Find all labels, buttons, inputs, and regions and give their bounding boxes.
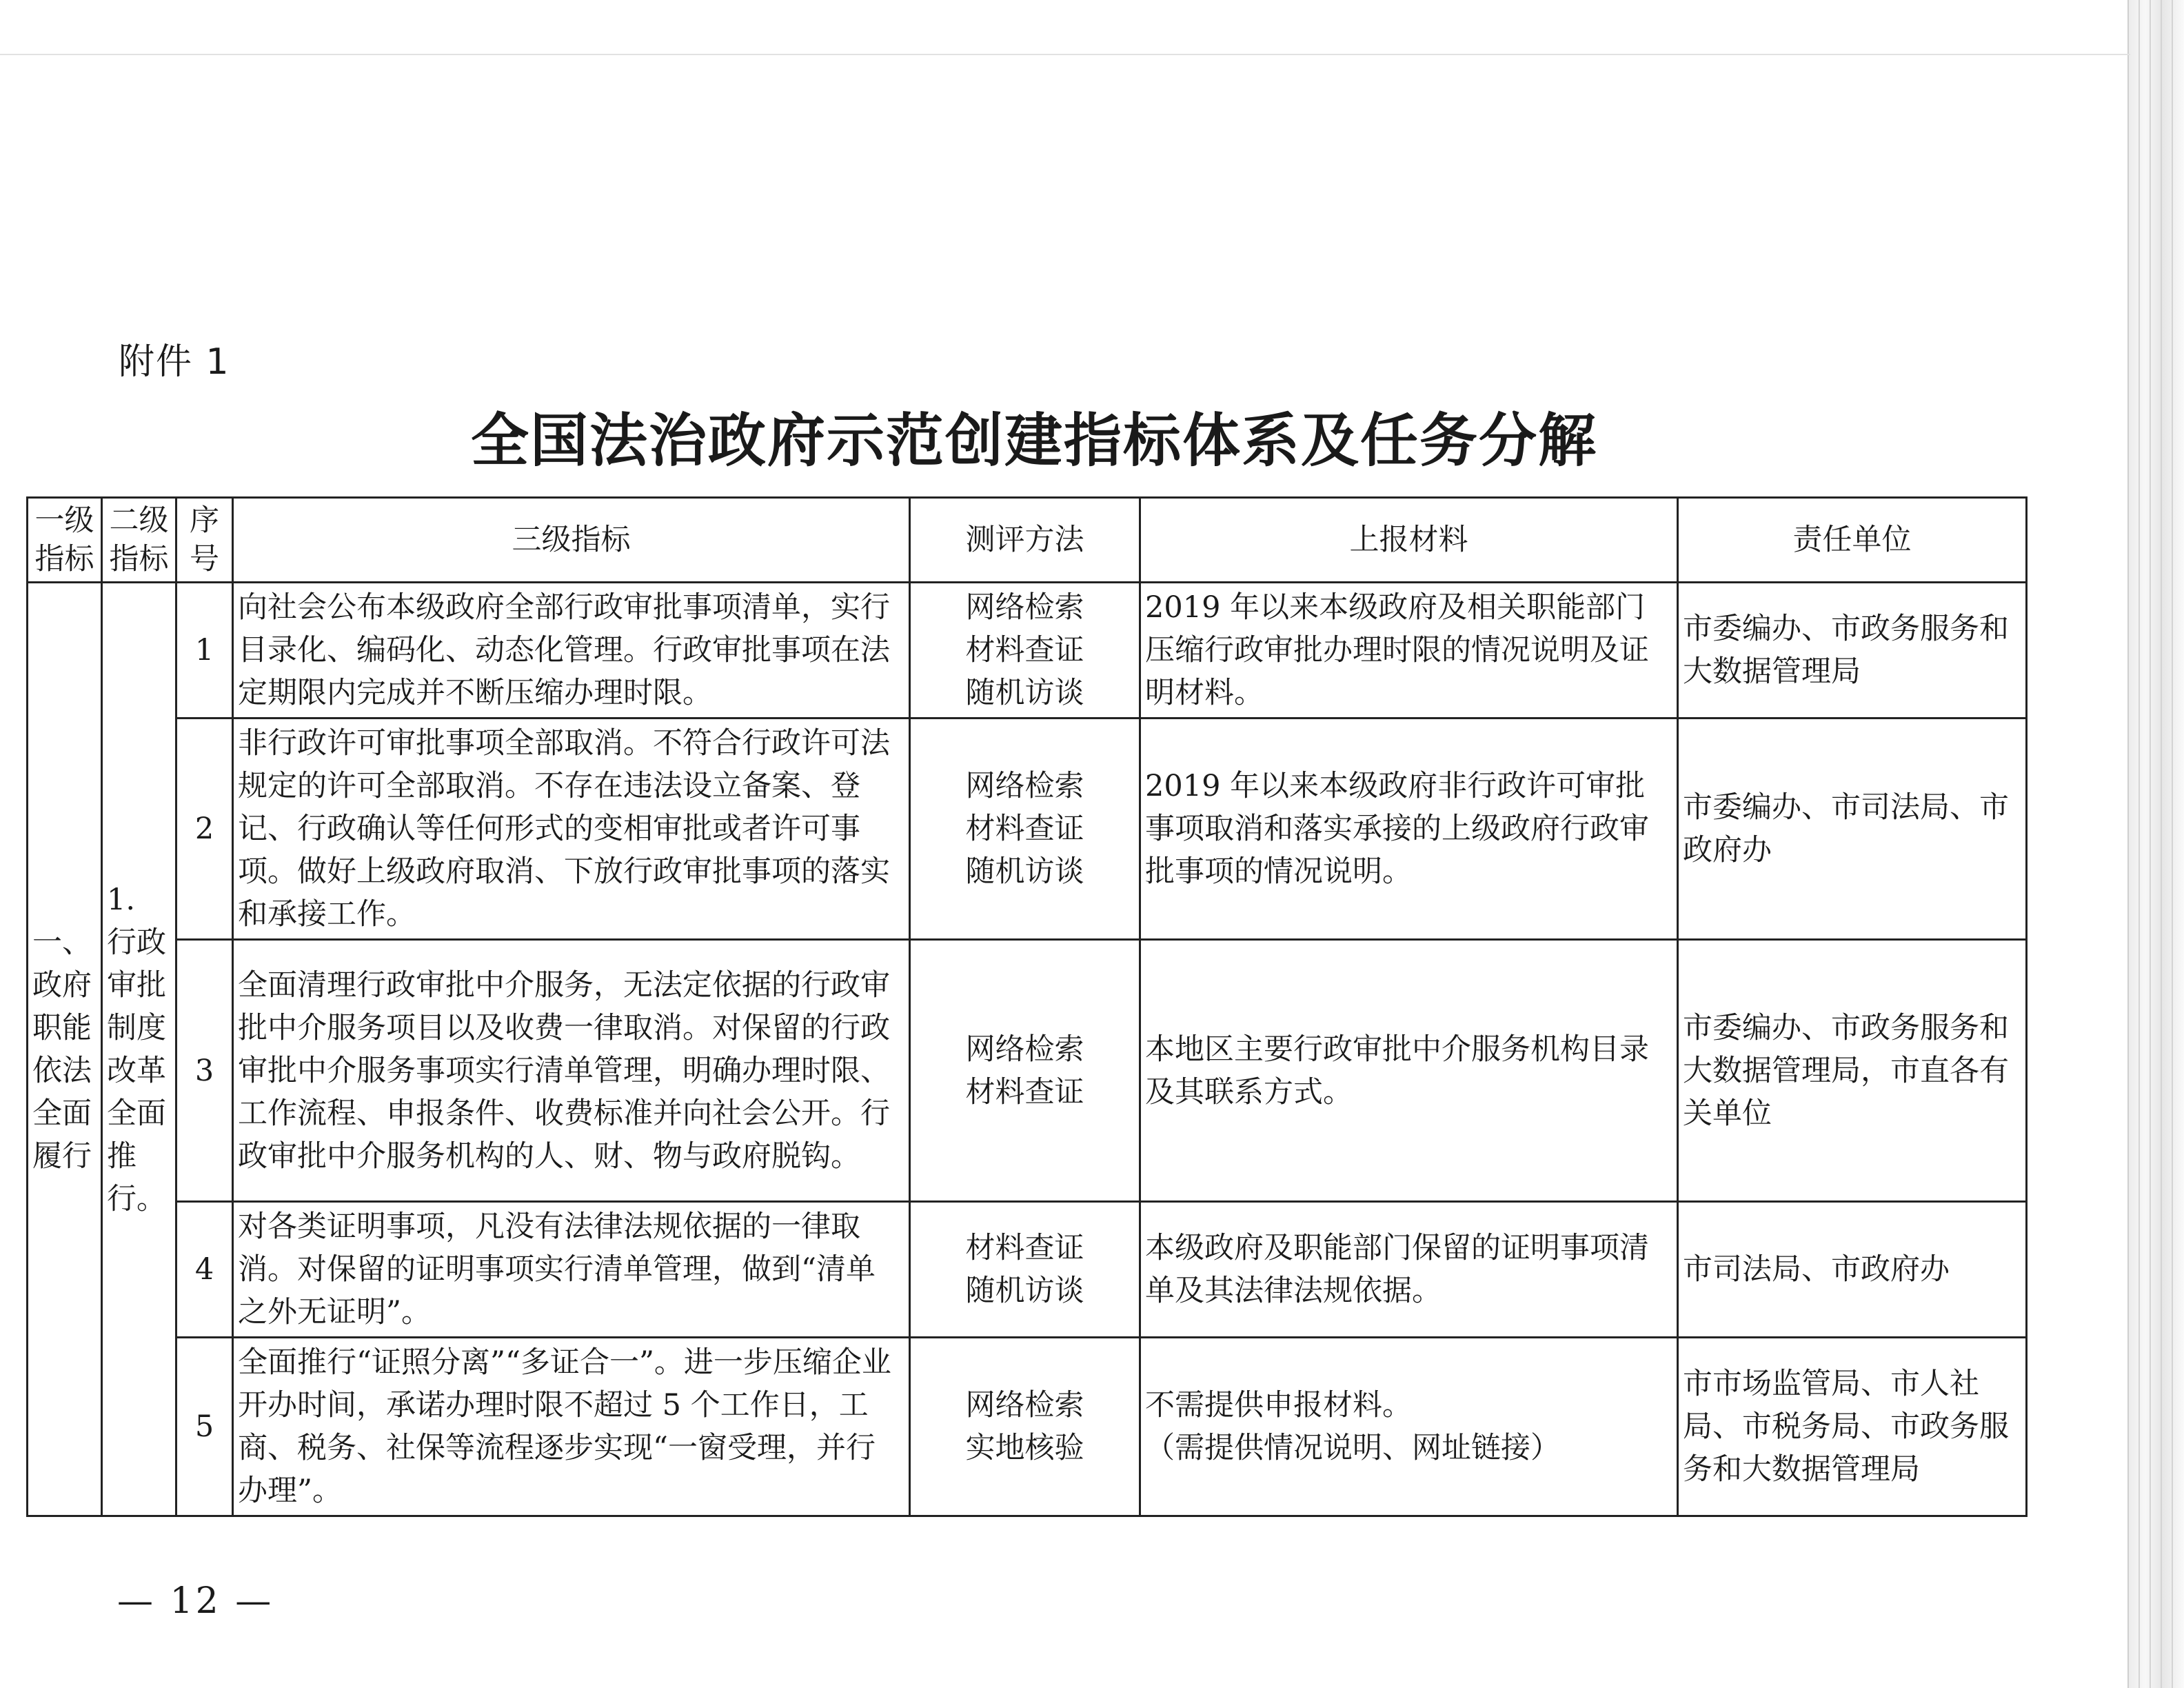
materials-item: 本地区主要行政审批中介服务机构目录及其联系方式。	[1145, 1032, 1649, 1109]
seq-cell: 3	[176, 940, 233, 1202]
header-method: 测评方法	[910, 498, 1140, 583]
page-title: 全国法治政府示范创建指标体系及任务分解	[470, 407, 1597, 474]
method-item: 随机访谈	[965, 854, 1084, 889]
materials-cell	[1140, 940, 1678, 1202]
level2-cell: 1. 行政审批制度改革全面推行。	[102, 583, 176, 1516]
method-cell	[910, 1338, 1140, 1516]
method-item: 材料查证	[965, 812, 1084, 846]
materials-item: 2019 年以来本级政府非行政许可审批事项取消和落实承接的上级政府行政审批事项的情况说明。	[1145, 769, 1649, 889]
table-row	[28, 1202, 2027, 1338]
method-cell	[910, 1202, 1140, 1338]
table-row	[28, 940, 2027, 1202]
method-item: 网络检索	[965, 1388, 1084, 1423]
responsible-cell: 市委编办、市政务服务和大数据管理局，市直各有关单位	[1678, 940, 2027, 1202]
method-item: 网络检索	[965, 1032, 1084, 1067]
indicator-cell: 非行政许可审批事项全部取消。不符合行政许可法规定的许可全部取消。不存在违法设立备案、登记、行政确认等任何形式的变相审批或者许可事项。做好上级政府取消、下放行政审批事项的落实和承接工作。	[233, 719, 910, 940]
method-item: 网络检索	[965, 769, 1084, 803]
method-item: 随机访谈	[965, 1274, 1084, 1308]
page-number: — 12 —	[117, 1580, 274, 1622]
method-cell	[910, 940, 1140, 1202]
header-responsible: 责任单位	[1678, 498, 2027, 583]
responsible-cell: 市委编办、市政务服务和大数据管理局	[1678, 583, 2027, 719]
method-item: 材料查证	[965, 1231, 1084, 1265]
method-cell	[910, 583, 1140, 719]
materials-cell	[1140, 719, 1678, 940]
materials-item: 本级政府及职能部门保留的证明事项清单及其法律法规依据。	[1145, 1231, 1649, 1308]
seq-cell: 4	[176, 1202, 233, 1338]
method-cell	[910, 719, 1140, 940]
seq-cell: 5	[176, 1338, 233, 1516]
responsible-cell: 市司法局、市政府办	[1678, 1202, 2027, 1338]
method-item: 随机访谈	[965, 676, 1084, 710]
scan-fold-line	[0, 54, 2130, 55]
materials-cell	[1140, 1202, 1678, 1338]
page-stack-edge	[2127, 0, 2184, 1688]
seq-cell: 2	[176, 719, 233, 940]
materials-item: （需提供情况说明、网址链接）	[1145, 1431, 1560, 1465]
header-level1: 一级指标	[28, 498, 102, 583]
method-item: 实地核验	[965, 1431, 1084, 1465]
method-item: 网络检索	[965, 590, 1084, 625]
method-item: 材料查证	[965, 1074, 1084, 1109]
header-materials: 上报材料	[1140, 498, 1678, 583]
materials-cell	[1140, 583, 1678, 719]
indicator-cell: 全面清理行政审批中介服务，无法定依据的行政审批中介服务项目以及收费一律取消。对保留的行政审批中介服务事项实行清单管理，明确办理时限、工作流程、申报条件、收费标准并向社会公开。行政审批中介服务机构的人、财、物与政府脱钩。	[233, 940, 910, 1202]
responsible-cell: 市市场监管局、市人社局、市税务局、市政务服务和大数据管理局	[1678, 1338, 2027, 1516]
indicator-cell: 向社会公布本级政府全部行政审批事项清单，实行目录化、编码化、动态化管理。行政审批事项在法定期限内完成并不断压缩办理时限。	[233, 583, 910, 719]
table-row	[28, 583, 2027, 719]
level1-cell: 一、政府职能依法全面履行	[28, 583, 102, 1516]
indicator-table	[26, 496, 2028, 1517]
table-row	[28, 1338, 2027, 1516]
responsible-cell: 市委编办、市司法局、市政府办	[1678, 719, 2027, 940]
materials-item: 不需提供申报材料。	[1145, 1388, 1412, 1423]
indicator-cell: 全面推行“证照分离”“多证合一”。进一步压缩企业开办时间，承诺办理时限不超过 5 个工作日，工商、税务、社保等流程逐步实现“一窗受理，并行办理”。	[233, 1338, 910, 1516]
header-level3: 三级指标	[233, 498, 910, 583]
header-seq: 序号	[176, 498, 233, 583]
materials-cell	[1140, 1338, 1678, 1516]
attachment-label: 附件 1	[119, 341, 230, 383]
header-level2: 二级指标	[102, 498, 176, 583]
indicator-cell: 对各类证明事项，凡没有法律法规依据的一律取消。对保留的证明事项实行清单管理，做到“清单之外无证明”。	[233, 1202, 910, 1338]
table-header-row	[28, 498, 2027, 583]
seq-cell: 1	[176, 583, 233, 719]
method-item: 材料查证	[965, 633, 1084, 667]
table-row	[28, 719, 2027, 940]
materials-item: 2019 年以来本级政府及相关职能部门压缩行政审批办理时限的情况说明及证明材料。	[1145, 590, 1649, 710]
